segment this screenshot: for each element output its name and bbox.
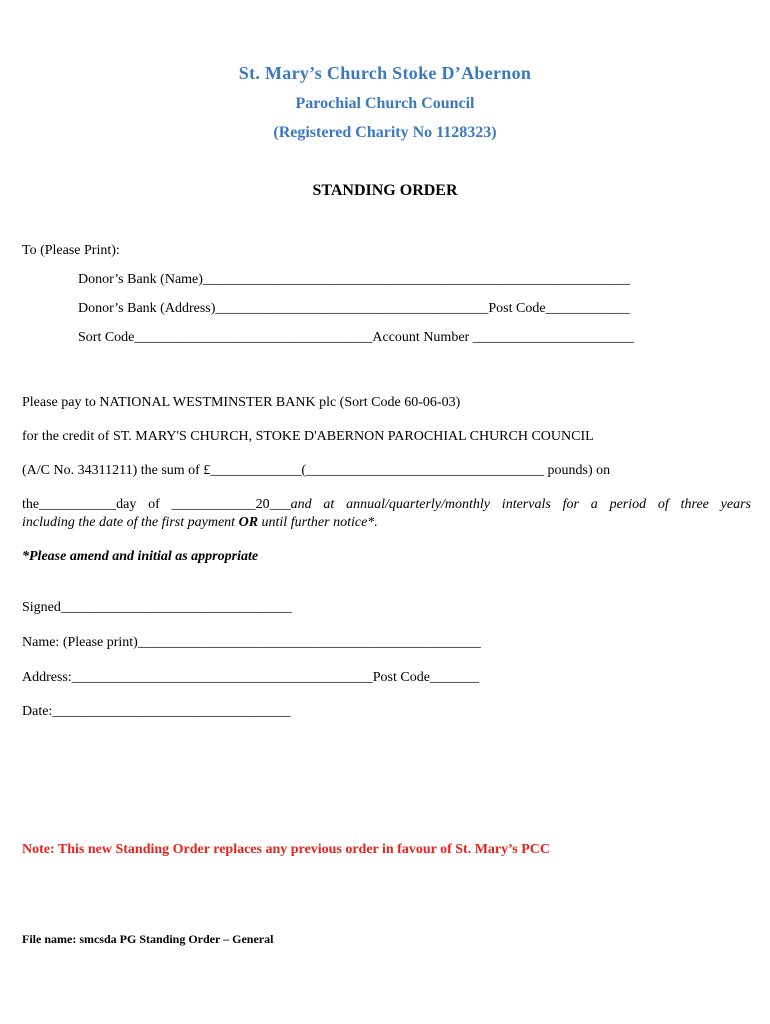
credit-instruction: for the credit of ST. MARY'S CHURCH, STOKE D'ABERNON PAROCHIAL CHURCH COUNCIL — [22, 429, 594, 444]
date-field[interactable]: the___________day of ____________20___ — [22, 497, 291, 512]
or-text: OR — [238, 515, 259, 530]
to-label: To (Please Print): — [22, 243, 120, 258]
charity-number: (Registered Charity No 1128323) — [273, 124, 497, 141]
bank-name-field[interactable]: Donor’s Bank (Name)_____________________________________________________________ — [78, 272, 630, 287]
signed-field[interactable]: Signed_________________________________ — [22, 600, 292, 615]
date-interval-line[interactable] — [22, 497, 751, 513]
sum-field[interactable]: (A/C No. 34311211) the sum of £_____________(__________________________________ pounds) on — [22, 463, 611, 478]
including-line — [22, 515, 378, 531]
name-field[interactable]: Name: (Please print)_________________________________________________ — [22, 635, 481, 650]
form-heading: STANDING ORDER — [312, 182, 458, 199]
replacement-note: Note: This new Standing Order replaces any previous order in favour of St. Mary’s PCC — [22, 842, 550, 857]
bank-address-field[interactable]: Donor’s Bank (Address)_______________________________________Post Code____________ — [78, 301, 630, 316]
including-text: including the date of the first payment — [22, 515, 239, 530]
address-field[interactable]: Address:___________________________________________Post Code_______ — [22, 670, 479, 685]
interval-text: and at annual/quarterly/monthly intervals for a period of three years — [290, 497, 752, 512]
amend-note: *Please amend and initial as appropriate — [22, 549, 259, 564]
pay-instruction: Please pay to NATIONAL WESTMINSTER BANK plc (Sort Code 60-06-03) — [22, 395, 461, 410]
sort-account-field[interactable]: Sort Code__________________________________Account Number _______________________ — [78, 330, 634, 345]
file-name-footer: File name: smcsda PG Standing Order – General — [22, 932, 274, 946]
council-subtitle: Parochial Church Council — [295, 95, 475, 112]
church-title: St. Mary’s Church Stoke D’Abernon — [238, 63, 532, 83]
until-text: until further notice*. — [258, 515, 378, 530]
date-signed-field[interactable]: Date:__________________________________ — [22, 704, 291, 719]
